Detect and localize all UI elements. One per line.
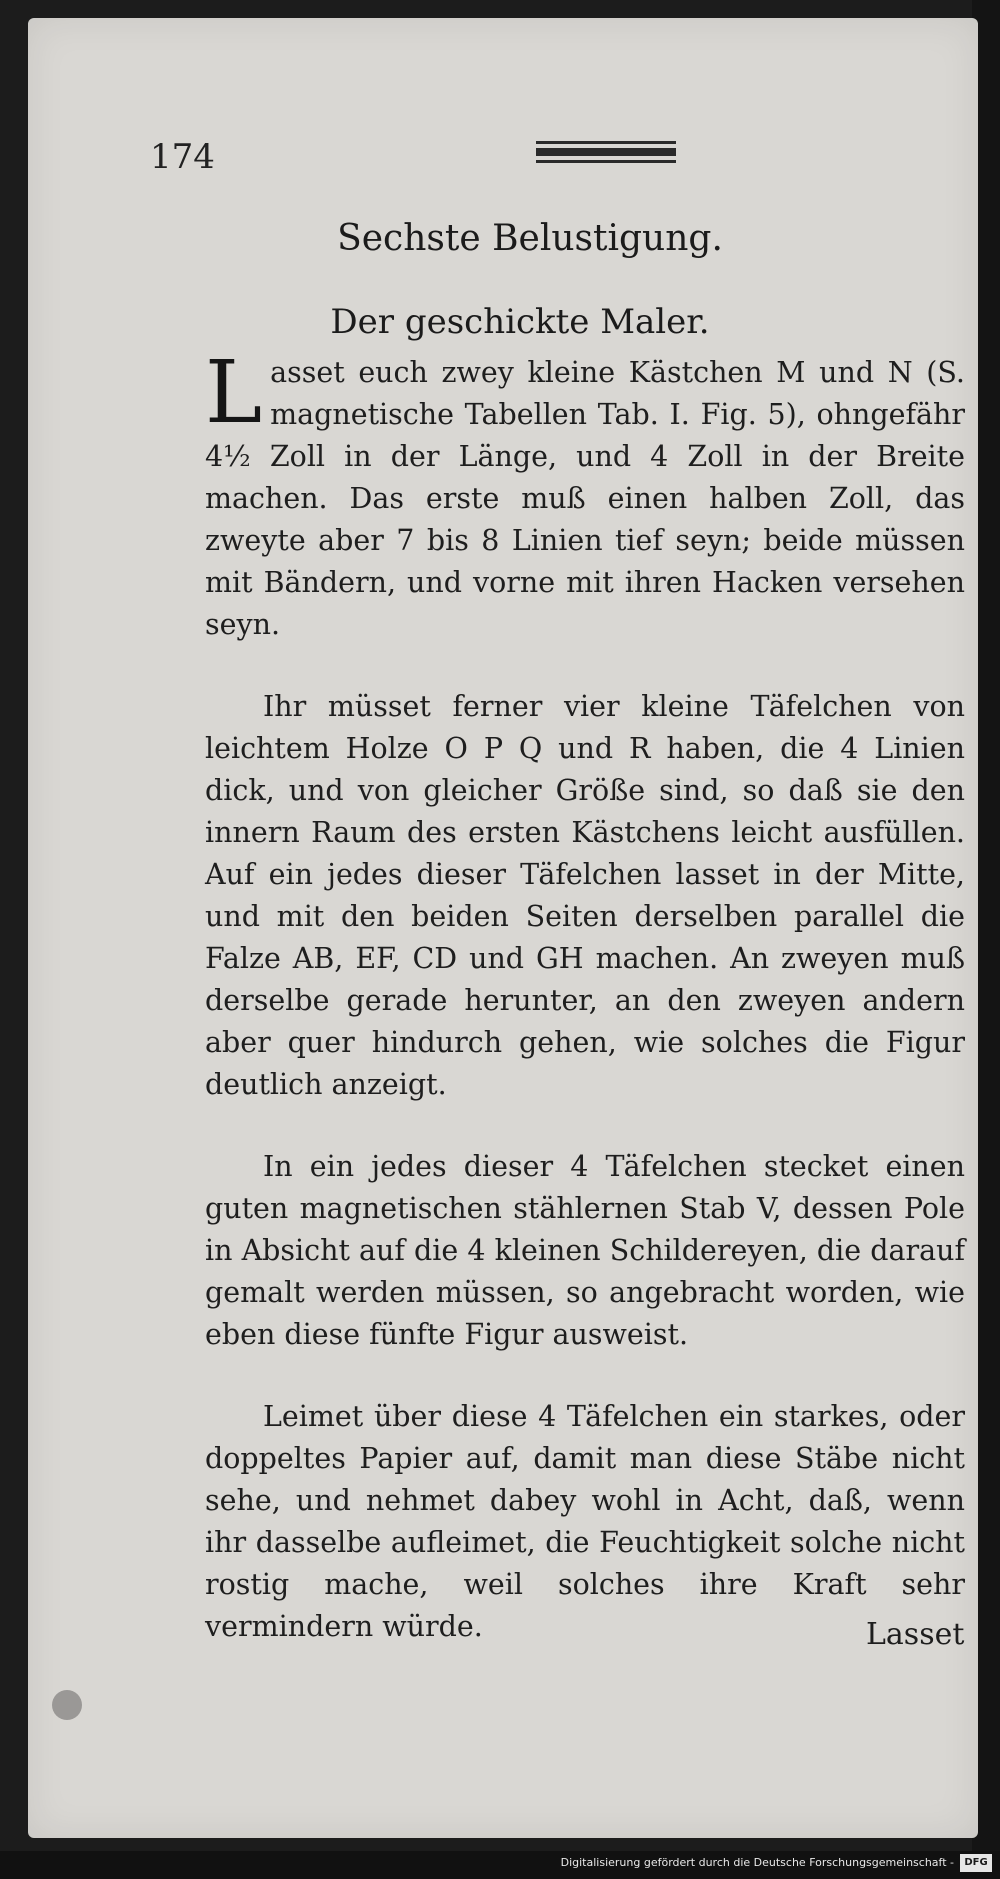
dfg-logo: DFG	[960, 1854, 992, 1872]
paper-stain	[52, 1690, 82, 1720]
drop-cap: L	[205, 343, 263, 443]
header-ornament-rule	[536, 141, 676, 169]
paragraph-4: Leimet über diese 4 Täfelchen ein starkes, oder doppeltes Papier auf, damit man diese Stäbe nicht sehe, und nehmet dabey wohl in Acht, daß, wenn ihr dasselbe aufleimet, die Feuchtigkeit solche nicht rostig mache, weil solches ihre Kraft sehr vermindern würde.	[205, 1400, 965, 1643]
footer-credit: Digitalisierung gefördert durch die Deutsche Forschungsgemeinschaft -	[560, 1856, 954, 1869]
page-number: 174	[150, 137, 215, 177]
body-text	[205, 343, 965, 1688]
section-title: Der geschickte Maler.	[330, 302, 710, 342]
catchword: Lasset	[866, 1617, 965, 1652]
paragraph-3: In ein jedes dieser 4 Täfelchen stecket einen guten magnetischen stählernen Stab V, dessen Pole in Absicht auf die 4 kleinen Schildereyen, die darauf gemalt werden müssen, so angebracht worden, wie eben diese fünfte Figur ausweist.	[205, 1150, 965, 1351]
paragraph-1	[205, 343, 965, 646]
chapter-title: Sechste Belustigung.	[337, 218, 723, 259]
paragraph-2: Ihr müsset ferner vier kleine Täfelchen von leichtem Holze O P Q und R haben, die 4 Linien dick, und von gleicher Größe sind, so daß sie den innern Raum des ersten Kästchens leicht ausfüllen. Auf ein jedes dieser Täfelchen lasset in der Mitte, und mit den beiden Seiten derselben parallel die Falze AB, EF, CD und GH machen. An zweyen muß derselbe gerade herunter, an den zweyen andern aber quer hindurch gehen, wie solches die Figur deutlich anzeigt.	[205, 690, 965, 1101]
paragraph-1-text: asset euch zwey kleine Kästchen M und N (S. magnetische Tabellen Tab. I. Fig. 5), ohngefähr 4½ Zoll in der Länge, und 4 Zoll in der Breite machen. Das erste muß einen halben Zoll, das zweyte aber 7 bis 8 Linien tief seyn; beide müssen mit Bändern, und vorne mit ihren Hacken versehen seyn.	[205, 356, 965, 641]
